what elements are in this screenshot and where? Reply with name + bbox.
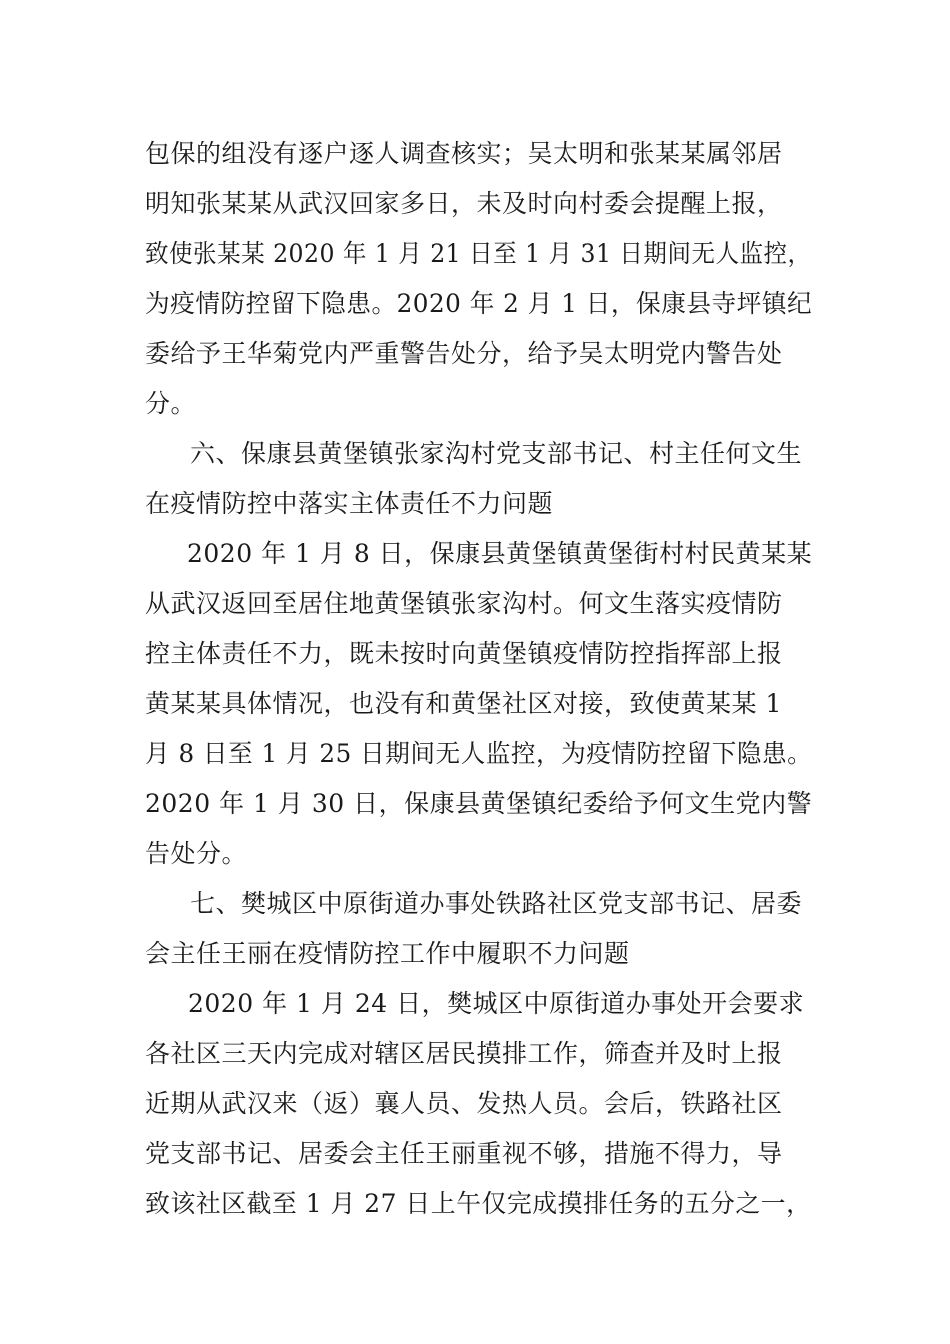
text-line: 委给予王华菊党内严重警告处分，给予吴太明党内警告处: [145, 339, 783, 368]
text-line: 包保的组没有逐户逐人调查核实；吴太明和张某某属邻居: [145, 139, 783, 168]
section-heading-seven: 七、樊城区中原街道办事处铁路社区党支部书记、居委: [190, 889, 803, 918]
text-line: 致该社区截至 1 月 27 日上午仅完成摸排任务的五分之一，: [145, 1189, 812, 1218]
section-heading-six: 六、保康县黄堡镇张家沟村党支部书记、村主任何文生: [190, 439, 803, 468]
text-line: 从武汉返回至居住地黄堡镇张家沟村。何文生落实疫情防: [145, 589, 783, 618]
text-line: 告处分。: [145, 839, 248, 868]
text-line: 党支部书记、居委会主任王丽重视不够，措施不得力，导: [145, 1139, 783, 1168]
text-line: 2020 年 1 月 8 日，保康县黄堡镇黄堡街村村民黄某某: [187, 539, 813, 568]
text-line: 黄某某具体情况，也没有和黄堡社区对接，致使黄某某 1: [145, 689, 782, 718]
text-line: 明知张某某从武汉回家多日，未及时向村委会提醒上报，: [145, 189, 783, 218]
text-line: 2020 年 1 月 24 日，樊城区中原街道办事处开会要求: [188, 989, 805, 1018]
text-line: 2020 年 1 月 30 日，保康县黄堡镇纪委给予何文生党内警: [145, 789, 813, 818]
text-line: 近期从武汉来（返）襄人员、发热人员。会后，铁路社区: [145, 1089, 783, 1118]
text-line: 各社区三天内完成对辖区居民摸排工作，筛查并及时上报: [145, 1039, 783, 1068]
text-line: 致使张某某 2020 年 1 月 21 日至 1 月 31 日期间无人监控，: [145, 239, 812, 268]
section-heading-six-cont: 在疫情防控中落实主体责任不力问题: [145, 489, 554, 518]
section-heading-seven-cont: 会主任王丽在疫情防控工作中履职不力问题: [145, 939, 630, 968]
text-line: 分。: [145, 389, 197, 418]
text-line: 为疫情防控留下隐患。2020 年 2 月 1 日，保康县寺坪镇纪: [145, 289, 813, 318]
text-line: 控主体责任不力，既未按时向黄堡镇疫情防控指挥部上报: [145, 639, 783, 668]
text-line: 月 8 日至 1 月 25 日期间无人监控，为疫情防控留下隐患。: [145, 739, 813, 768]
